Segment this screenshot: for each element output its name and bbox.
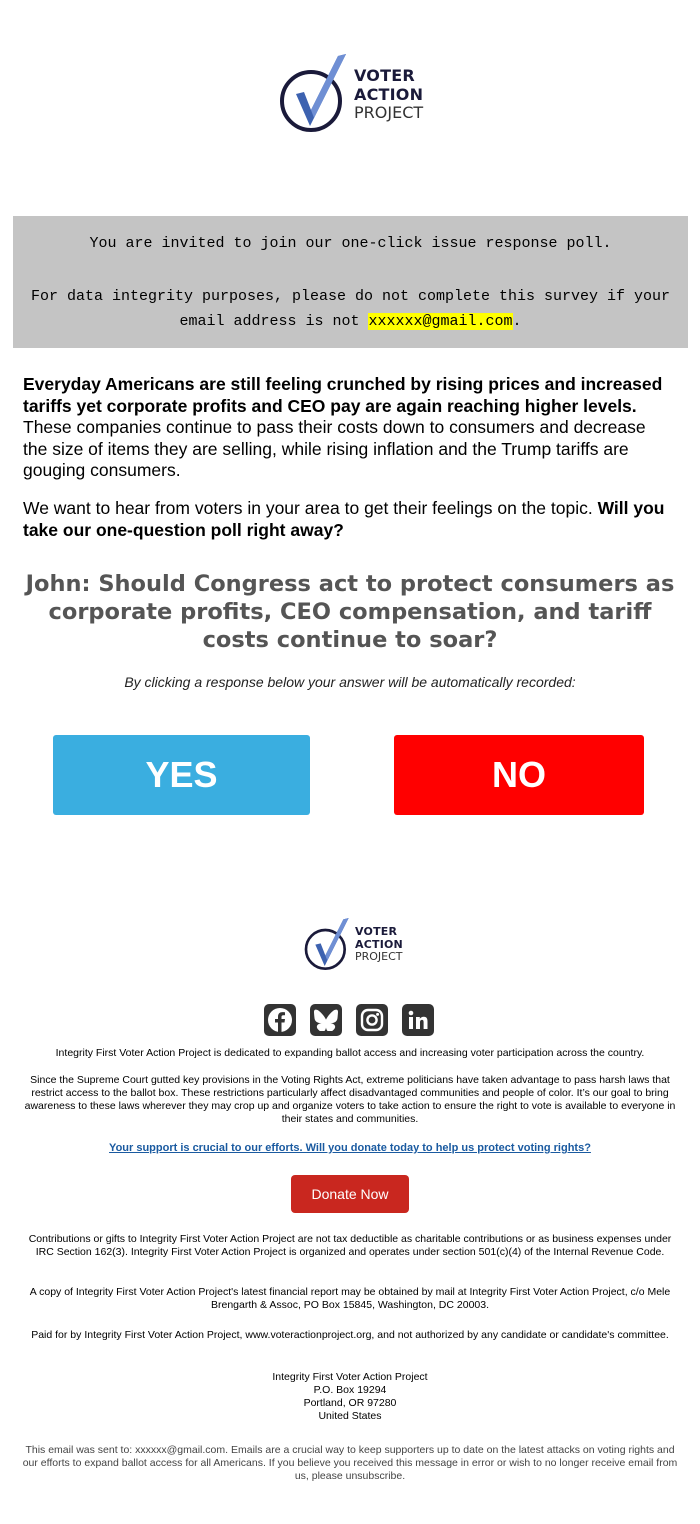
invite-banner [13,216,688,348]
address-name: Integrity First Voter Action Project [272,1371,428,1383]
no-button[interactable]: NO [394,735,644,815]
address-city: Portland, OR 97280 [303,1397,397,1409]
voter-action-project-logo [278,48,423,138]
intro-bold-text: Everyday Americans are still feeling crunched by rising prices and increased tariffs yet corporate profits and CEO pay are again reaching higher levels. [23,374,663,416]
auto-record-note: By clicking a response below your answer will be automatically recorded: [124,674,576,690]
footer-mission: Integrity First Voter Action Project is dedicated to expanding ballot access and increasing voter participation across the country. [55,1047,645,1059]
recipient-email: xxxxxx@gmail.com [368,313,513,330]
yes-button[interactable]: YES [53,735,310,815]
donate-now-button[interactable]: Donate Now [291,1175,409,1213]
logo-wordmark [354,67,423,122]
footer-about: Since the Supreme Court gutted key provisions in the Voting Rights Act, extreme politicians have taken advantage to pass harsh laws that restrict access to the ballot box. These restrictions particularly affect disadvantaged communities and people of color. It’s our goal to bring awareness to these laws wherever they may crop up and organize voters to take action to ensure the right to vote is available to everyone in their states and communities. [24,1074,676,1125]
logo-line-action: ACTION [354,84,424,104]
address-box: P.O. Box 19294 [313,1384,387,1396]
logo-line-project: PROJECT [354,103,424,123]
address-country: United States [318,1410,382,1422]
linkedin-icon[interactable] [402,1004,434,1036]
integrity-notice [29,284,672,334]
sent-to-notice: This email was sent to: xxxxxx@gmail.com. Emails are a crucial way to keep supporters up to date on the latest attacks on voting rights and our efforts to expand ballot access for all Americans. If you believe you received this message in error or wish to no longer receive email from us, please unsubscribe. [22,1444,678,1482]
intro-paragraph [23,374,673,482]
footer-logo-line-project: PROJECT [355,950,403,964]
bluesky-icon[interactable] [310,1004,342,1036]
poll-invite-bold: Will you take our one-question poll right away? [23,498,665,540]
paid-for-disclaimer: Paid for by Integrity First Voter Action Project, www.voteractionproject.org, and not authorized by any candidate or candidate's committee. [31,1329,669,1341]
footer-logo-wordmark [355,926,403,964]
poll-invite-text: We want to hear from voters in your area to get their feelings on the topic. [23,498,598,518]
social-links [264,1004,434,1036]
tax-disclaimer: Contributions or gifts to Integrity First Voter Action Project are not tax deductible as charitable contributions or as business expenses under IRC Section 162(3). Integrity First Voter Action Project is organized and operates under section 501(c)(4) of the Internal Revenue Code. [28,1233,672,1258]
intro-text: These companies continue to pass their costs down to consumers and decrease the size of items they are selling, while rising inflation and the Trump tariffs are gouging consumers. [23,417,646,480]
checkmark-logo-icon [278,48,352,138]
footer-logo-line-voter: VOTER [355,925,398,939]
footer-logo [303,914,403,974]
instagram-icon[interactable] [356,1004,388,1036]
mailing-address [20,1371,680,1423]
logo-line-voter: VOTER [354,66,415,86]
invite-text: You are invited to join our one-click issue response poll. [89,235,612,252]
footer-logo-line-action: ACTION [355,937,403,951]
poll-invite-paragraph [23,498,673,541]
poll-question: John: Should Congress act to protect consumers as corporate profits, CEO compensation, and tariff costs continue to soar? [25,571,675,653]
facebook-icon[interactable] [264,1004,296,1036]
integrity-notice-text: For data integrity purposes, please do not complete this survey if your email address is not [30,288,671,330]
integrity-notice-end: . [512,313,522,330]
footer-checkmark-logo-icon [303,914,353,974]
donate-link[interactable]: Your support is crucial to our efforts. Will you donate today to help us protect voting rights? [109,1142,591,1154]
financial-report-notice: A copy of Integrity First Voter Action Project's latest financial report may be obtained by mail at Integrity First Voter Action Project, c/o Mele Brengarth & Assoc, PO Box 15845, Washington, DC 20003. [29,1286,671,1311]
